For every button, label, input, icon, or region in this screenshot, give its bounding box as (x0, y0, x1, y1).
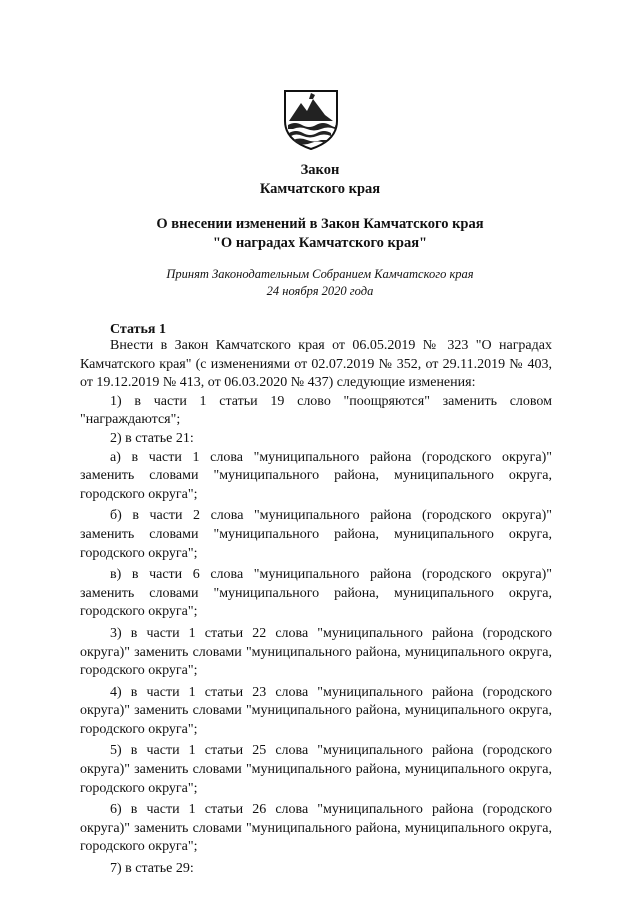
paragraph: 3) в части 1 статьи 22 слова "муниципального района (городского округа)" заменить словами "муниципального района, муниципального округа, городского округа"; (80, 625, 552, 679)
paragraph: 4) в части 1 статьи 23 слова "муниципального района (городского округа)" заменить словами "муниципального района, муниципального округа, городского округа"; (80, 684, 552, 737)
law-title-line-2: "О наградах Камчатского края" (212, 235, 428, 251)
paragraph: б) в части 2 слова "муниципального района (городского округа)" заменить словами "муниципального района, муниципального округа, городского округа"; (80, 508, 552, 561)
law-title-line-1: О внесении изменений в Закон Камчатского края (156, 216, 484, 232)
paragraph: в) в части 6 слова "муниципального района (городского округа)" заменить словами "муниципального района, муниципального округа, городского округа"; (80, 567, 552, 620)
paragraph: 1) в части 1 статьи 19 слово "поощряются" заменить словом "награждаются"; (80, 393, 552, 428)
document-type-heading: Закон (300, 162, 340, 178)
region-heading: Камчатского края (259, 181, 381, 197)
paragraph: 6) в части 1 статьи 26 слова "муниципального района (городского округа)" заменить словами "муниципального района, муниципального округа, городского округа"; (80, 802, 552, 855)
paragraph: Внести в Закон Камчатского края от 06.05.2019 № 323 "О наградах Камчатского края" (с изменениями от 02.07.2019 № 352, от 29.11.2019 № 403, от 19.12.2019 № 413, от 06.03.2020 № 437) следующие изменения: (80, 338, 552, 391)
article-body (80, 337, 552, 879)
article-heading: Статья 1 (110, 322, 166, 337)
paragraph: а) в части 1 слова "муниципального района (городского округа)" заменить словами "муниципального района, муниципального округа, городского округа"; (80, 449, 552, 502)
paragraph: 5) в части 1 статьи 25 слова "муниципального района (городского округа)" заменить словами "муниципального района, муниципального округа, городского округа"; (80, 743, 552, 796)
adoption-note: Принят Законодательным Собранием Камчатского края (166, 267, 474, 281)
paragraph: 2) в статье 21: (110, 430, 194, 446)
coat-of-arms-icon (279, 87, 343, 151)
paragraph: 7) в статье 29: (110, 861, 194, 877)
adoption-date: 24 ноября 2020 года (266, 284, 374, 298)
